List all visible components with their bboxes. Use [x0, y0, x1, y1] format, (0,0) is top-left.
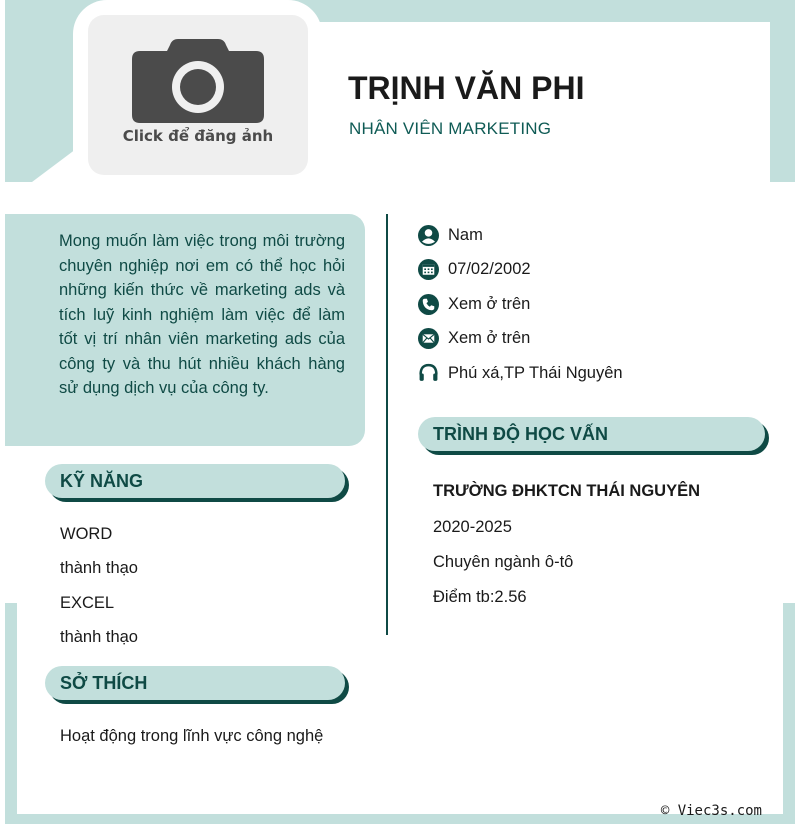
school-name: TRƯỜNG ĐHKTCN THÁI NGUYÊN [433, 482, 701, 500]
objective-text: Mong muốn làm việc trong môi trường chuyên nghiệp nơi em có thể học hỏi những kiến thức về marketing ads và tích luỹ kinh nghiệm làm việc để làm tốt vị trí nhân viên marketing ads của công ty và thu hút nhiều khách hàng sử dụng dịch vụ của công ty. [59, 232, 345, 397]
address-value: Phú xá,TP Thái Nguyên [448, 363, 623, 382]
skill-level: thành thạo [60, 628, 138, 646]
gender-value: Nam [448, 225, 483, 244]
candidate-name: TRỊNH VĂN PHI [348, 70, 585, 106]
hobbies-section-header [45, 666, 345, 700]
location-icon [417, 362, 439, 384]
mail-icon [417, 327, 439, 349]
phone-value: Xem ở trên [448, 294, 531, 313]
photo-upload[interactable] [88, 15, 308, 175]
info-gender [417, 223, 483, 247]
skill-item: EXCEL [60, 594, 115, 612]
user-icon [417, 224, 439, 246]
study-years: 2020-2025 [433, 518, 512, 536]
hobby-text: Hoạt động trong lĩnh vực công nghệ [60, 727, 324, 745]
skill-level: thành thạo [60, 559, 138, 577]
info-address [417, 361, 623, 385]
info-birthday [417, 257, 531, 281]
gpa: Điểm tb:2.56 [433, 588, 527, 606]
calendar-icon [417, 258, 439, 280]
camera-icon [132, 39, 264, 123]
job-position: NHÂN VIÊN MARKETING [349, 119, 552, 138]
skills-section-header [45, 464, 345, 498]
email-value: Xem ở trên [448, 328, 531, 347]
column-divider [386, 214, 388, 635]
education-section-header [418, 417, 765, 451]
major: Chuyên ngành ô-tô [433, 553, 574, 571]
birthday-value: 07/02/2002 [448, 259, 531, 278]
watermark: © Viec3s.com [660, 803, 762, 819]
skill-item: WORD [60, 525, 113, 543]
education-title: TRÌNH ĐỘ HỌC VẤN [433, 424, 608, 444]
info-email [417, 326, 530, 350]
phone-icon [417, 293, 439, 315]
hobbies-title: SỞ THÍCH [60, 673, 148, 693]
info-phone [417, 292, 530, 316]
skills-title: KỸ NĂNG [60, 471, 144, 491]
photo-caption: Click để đăng ảnh [122, 127, 274, 145]
